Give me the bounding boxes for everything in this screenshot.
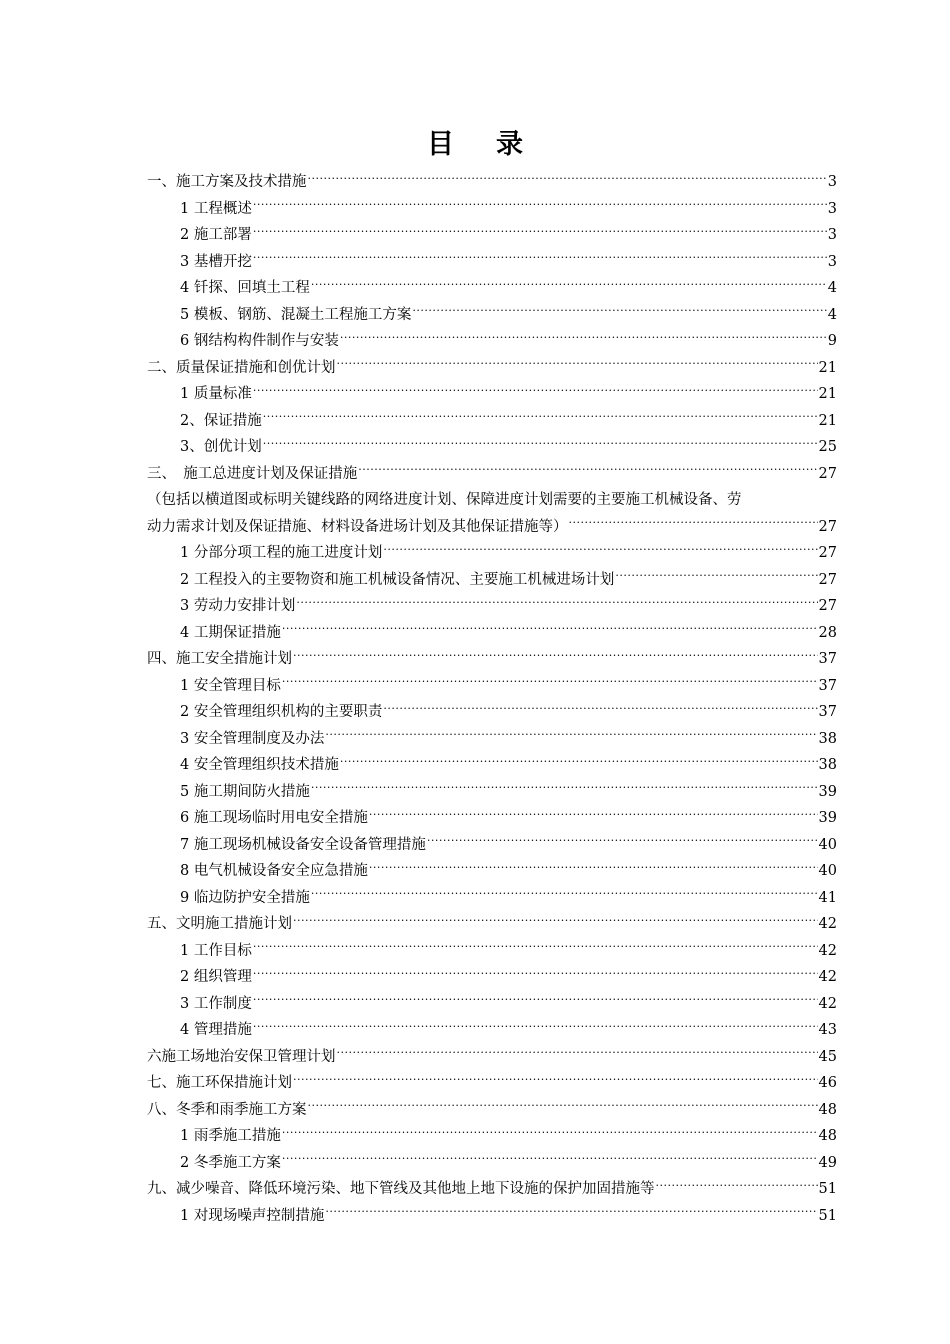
dot-leader	[325, 728, 817, 743]
toc-page-number: 21	[818, 412, 837, 429]
toc-page-number: 3	[827, 200, 837, 217]
toc-page-number: 43	[818, 1022, 837, 1038]
toc-page-number: 38	[818, 730, 837, 747]
toc-page-number: 27	[818, 518, 837, 535]
toc-label: 1 质量标准	[180, 386, 252, 402]
toc-page-number: 4	[827, 280, 837, 296]
toc-entry[interactable]	[147, 196, 837, 223]
dot-leader	[282, 622, 818, 637]
toc-page-number: 51	[818, 1181, 837, 1197]
toc-page-number: 37	[818, 704, 837, 720]
toc-entry[interactable]	[147, 858, 837, 885]
toc-label: 4 钎探、回填土工程	[180, 280, 310, 296]
toc-label: 4 工期保证措施	[180, 624, 281, 641]
dot-leader	[311, 278, 827, 293]
toc-label: 3 工作制度	[180, 995, 252, 1012]
title-char-2: 录	[496, 129, 523, 160]
toc-page-number: 3	[827, 174, 837, 190]
toc-label: 2、保证措施	[180, 412, 262, 429]
dot-leader	[337, 1046, 818, 1061]
toc-entry[interactable]	[147, 779, 837, 806]
toc-entry[interactable]	[147, 1070, 837, 1097]
toc-entry[interactable]	[147, 1044, 837, 1071]
toc-page-number: 28	[818, 624, 837, 641]
dot-leader	[263, 410, 818, 425]
toc-label: 2 冬季施工方案	[180, 1154, 281, 1171]
dot-leader	[263, 437, 818, 452]
dot-leader	[337, 357, 818, 372]
toc-label: 1 分部分项工程的施工进度计划	[180, 545, 383, 561]
dot-leader	[311, 887, 818, 902]
toc-label: 二、质量保证措施和创优计划	[147, 359, 336, 376]
toc-label: 九、减少噪音、降低环境污染、地下管线及其他地上地下设施的保护加固措施等	[147, 1181, 655, 1197]
toc-label: 六施工场地治安保卫管理计划	[147, 1048, 336, 1065]
toc-entry[interactable]	[147, 699, 837, 726]
dot-leader	[615, 569, 817, 584]
toc-label: 五、文明施工措施计划	[147, 916, 292, 932]
dot-leader	[282, 1126, 818, 1141]
toc-page-number: 3	[827, 227, 837, 243]
dot-leader	[569, 516, 818, 531]
toc-page-number: 4	[827, 306, 837, 323]
toc-entry[interactable]	[147, 832, 837, 859]
dot-leader	[253, 993, 818, 1008]
toc-entry[interactable]	[147, 885, 837, 912]
toc-entry[interactable]	[147, 805, 837, 832]
toc-page-number: 27	[818, 465, 837, 482]
toc-label: 4 管理措施	[180, 1022, 252, 1038]
toc-entry[interactable]	[147, 567, 837, 594]
dot-leader	[253, 198, 827, 213]
dot-leader	[282, 1152, 818, 1167]
toc-label: 3、创优计划	[180, 439, 262, 455]
dot-leader	[369, 861, 818, 876]
toc-entry[interactable]	[147, 620, 837, 647]
toc-entry[interactable]	[147, 222, 837, 249]
toc-entry[interactable]	[147, 461, 837, 488]
toc-label: 7 施工现场机械设备安全设备管理措施	[180, 836, 426, 853]
toc-page-number: 27	[818, 598, 837, 614]
toc-entry[interactable]	[147, 726, 837, 753]
dot-leader	[308, 172, 827, 187]
toc-entry[interactable]	[147, 964, 837, 991]
toc-entry[interactable]	[147, 1123, 837, 1150]
toc-label: 8 电气机械设备安全应急措施	[180, 863, 368, 879]
toc-entry[interactable]	[147, 169, 837, 196]
dot-leader	[427, 834, 818, 849]
dot-leader	[340, 755, 818, 770]
toc-label: 2 工程投入的主要物资和施工机械设备情况、主要施工机械进场计划	[180, 571, 615, 588]
toc-label: 一、施工方案及技术措施	[147, 174, 307, 190]
toc-label: 2 组织管理	[180, 969, 252, 985]
toc-page-number: 27	[818, 545, 837, 561]
toc-page-number: 42	[818, 995, 837, 1012]
dot-leader	[282, 675, 818, 690]
toc-page-number: 27	[818, 571, 837, 588]
toc-page-number: 38	[818, 757, 837, 773]
toc-label: 5 模板、钢筋、混凝土工程施工方案	[180, 306, 412, 323]
toc-page-number: 39	[818, 810, 837, 826]
dot-leader	[253, 967, 818, 982]
toc-page-number: 48	[818, 1101, 837, 1118]
toc-label: 1 安全管理目标	[180, 677, 281, 694]
toc-page-number: 37	[818, 651, 837, 667]
toc-page-number: 9	[827, 333, 837, 349]
toc-page-number: 40	[818, 863, 837, 879]
toc-label: 1 对现场噪声控制措施	[180, 1207, 325, 1224]
toc-entry[interactable]	[147, 275, 837, 302]
dot-leader	[296, 596, 817, 611]
toc-page-number: 37	[818, 677, 837, 694]
toc-label: 5 施工期间防火措施	[180, 783, 310, 800]
dot-leader	[253, 1020, 818, 1035]
toc-page-number: 21	[818, 386, 837, 402]
toc-entry[interactable]	[147, 991, 837, 1018]
toc-entry[interactable]	[147, 355, 837, 382]
toc-entry[interactable]	[147, 434, 837, 461]
dot-leader	[253, 251, 827, 266]
toc-label: 四、施工安全措施计划	[147, 651, 292, 667]
toc-page-number: 48	[818, 1128, 837, 1144]
dot-leader	[340, 331, 827, 346]
dot-leader	[293, 914, 818, 929]
toc-entry[interactable]	[147, 540, 837, 567]
toc-label: 七、施工环保措施计划	[147, 1075, 292, 1091]
toc-label: 3 基槽开挖	[180, 253, 252, 270]
toc-entry[interactable]	[147, 302, 837, 329]
toc-label: 6 钢结构构件制作与安装	[180, 333, 339, 349]
dot-leader	[369, 808, 818, 823]
toc-page-number: 45	[818, 1048, 837, 1065]
toc-label: 4 安全管理组织技术措施	[180, 757, 339, 773]
toc-label: 2 安全管理组织机构的主要职责	[180, 704, 383, 720]
toc-page-number: 40	[818, 836, 837, 853]
toc-page-number: 25	[818, 439, 837, 455]
toc-page-number: 46	[818, 1075, 837, 1091]
toc-label: 八、冬季和雨季施工方案	[147, 1101, 307, 1118]
dot-leader	[293, 1073, 818, 1088]
toc-page-number: 21	[818, 359, 837, 376]
toc-entry[interactable]	[147, 1203, 837, 1230]
toc-label: 1 工作目标	[180, 942, 252, 959]
toc-page-number: 51	[818, 1207, 837, 1224]
dot-leader	[383, 702, 817, 717]
dot-leader	[253, 384, 818, 399]
dot-leader	[383, 543, 817, 558]
toc-label: 1 工程概述	[180, 200, 252, 217]
toc-page-number: 3	[827, 253, 837, 270]
toc-entry[interactable]	[147, 328, 837, 355]
toc-entry[interactable]	[147, 646, 837, 673]
toc-page-number: 42	[818, 969, 837, 985]
dot-leader	[412, 304, 826, 319]
toc-label: 2 施工部署	[180, 227, 252, 243]
toc-page-number: 42	[818, 942, 837, 959]
dot-leader	[656, 1179, 818, 1194]
toc-entry[interactable]	[147, 1176, 837, 1203]
toc-entry[interactable]	[147, 1017, 837, 1044]
dot-leader	[325, 1205, 817, 1220]
table-of-contents	[147, 169, 837, 1229]
toc-label: 3 安全管理制度及办法	[180, 730, 325, 747]
toc-entry[interactable]	[147, 911, 837, 938]
toc-entry[interactable]	[147, 673, 837, 700]
dot-leader	[253, 225, 827, 240]
dot-leader	[293, 649, 818, 664]
toc-label: 6 施工现场临时用电安全措施	[180, 810, 368, 826]
toc-label: 动力需求计划及保证措施、材料设备进场计划及其他保证措施等）	[147, 518, 568, 535]
toc-page-number: 49	[818, 1154, 837, 1171]
toc-label: 9 临边防护安全措施	[180, 889, 310, 906]
toc-label: 3 劳动力安排计划	[180, 598, 296, 614]
dot-leader	[253, 940, 818, 955]
dot-leader	[308, 1099, 818, 1114]
toc-page-number: 39	[818, 783, 837, 800]
page-title	[0, 122, 950, 161]
toc-entry[interactable]	[147, 938, 837, 965]
toc-note-line: （包括以横道图或标明关键线路的网络进度计划、保障进度计划需要的主要施工机械设备、劳	[147, 492, 742, 508]
toc-entry[interactable]	[147, 752, 837, 779]
toc-page-number: 42	[818, 916, 837, 932]
dot-leader	[358, 463, 817, 478]
title-char-1: 目	[427, 129, 454, 160]
toc-page-number: 41	[818, 889, 837, 906]
toc-entry[interactable]	[147, 514, 837, 541]
dot-leader	[311, 781, 818, 796]
toc-label: 三、 施工总进度计划及保证措施	[147, 465, 358, 482]
toc-label: 1 雨季施工措施	[180, 1128, 281, 1144]
toc-entry[interactable]	[147, 1097, 837, 1124]
toc-entry[interactable]	[147, 249, 837, 276]
toc-entry[interactable]	[147, 593, 837, 620]
toc-entry[interactable]	[147, 1150, 837, 1177]
toc-entry[interactable]	[147, 381, 837, 408]
toc-entry[interactable]	[147, 408, 837, 435]
